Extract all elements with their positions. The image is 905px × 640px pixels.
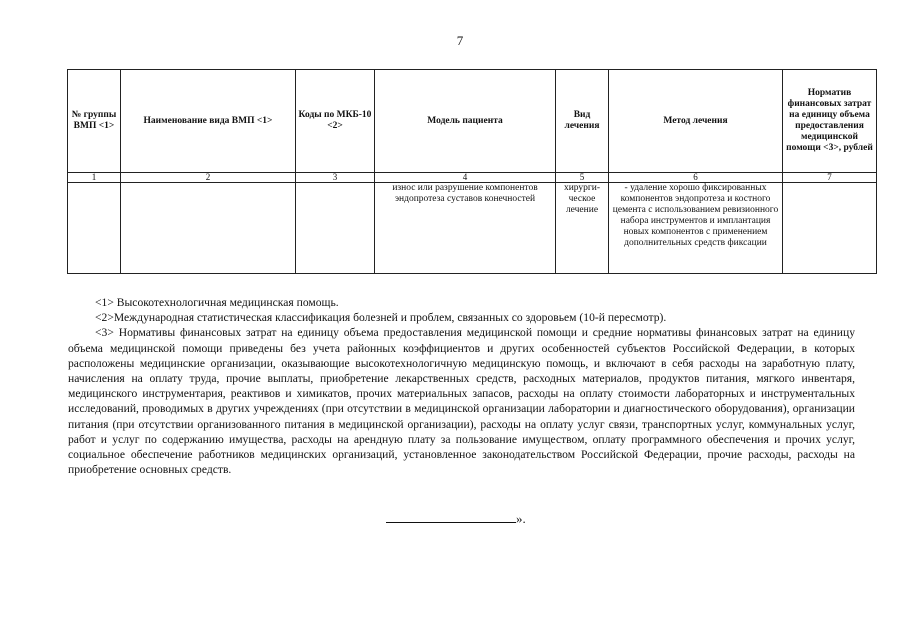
cell-vmp-name: [121, 183, 296, 274]
table-row: [68, 183, 877, 274]
header-group-number: № группы ВМП <1>: [68, 70, 121, 173]
header-vmp-name: Наименование вида ВМП <1>: [121, 70, 296, 173]
header-cost-norm: Норматив финансовых затрат на единицу объема предоставления медицинской помощи <3>, рублей: [783, 70, 877, 173]
column-number: 5: [556, 173, 609, 183]
column-number: 7: [783, 173, 877, 183]
column-number: 2: [121, 173, 296, 183]
column-number: 1: [68, 173, 121, 183]
column-number: 6: [609, 173, 783, 183]
cell-group: [68, 183, 121, 274]
closing-line: [386, 511, 526, 527]
column-number-row: [68, 173, 877, 183]
cell-treatment-type: хирурги-ческое лечение: [556, 183, 609, 274]
header-treatment-method: Метод лечения: [609, 70, 783, 173]
cell-cost-norm: [783, 183, 877, 274]
vmp-table: [67, 69, 877, 274]
column-number: 3: [296, 173, 375, 183]
column-number: 4: [375, 173, 556, 183]
table-header-row: [68, 70, 877, 173]
footnotes: [68, 295, 855, 477]
cell-treatment-method: - удаление хорошо фиксированных компонентов эндопротеза и костного цемента с использованием ревизионного набора инструментов и имплантация новых компонентов с применением дополнительных средств фиксации: [609, 183, 783, 274]
header-treatment-type: Вид лечения: [556, 70, 609, 173]
closing-quote: ».: [516, 511, 526, 526]
footnote-2: <2>Международная статистическая классификация болезней и проблем, связанных со здоровьем (10-й пересмотр).: [95, 311, 667, 325]
blank-line: [386, 512, 516, 523]
header-icd-codes: Коды по МКБ-10 <2>: [296, 70, 375, 173]
header-patient-model: Модель пациента: [375, 70, 556, 173]
page-number: 7: [456, 33, 464, 48]
footnote-3: <3> Нормативы финансовых затрат на единицу объема предоставления медицинской помощи и средние нормативы финансовых затрат на единицу объема медицинской помощи приведены без учета районных коэффициентов и других особенностей субъектов Российской Федерации, в которых расположены медицинские организации, оказывающие высокотехнологичную медицинскую помощь, и включают в себя расходы на заработную плату, начисления на оплату труда, прочие выплаты, приобретение лекарственных средств, расходных материалов, продуктов питания, мягкого инвентаря, медицинского инструментария, реактивов и химикатов, прочих материальных запасов, расходы на оплату стоимости лабораторных и инструментальных исследований, проводимых в других учреждениях (при отсутствии в медицинской организации лаборатории и диагностического оборудования), организации питания (при отсутствии организованного питания в медицинской организации), расходы на оплату услуг связи, транспортных услуг, коммунальных услуг, работ и услуг по содержанию имущества, расходы на арендную плату за пользование имуществом, оплату программного обеспечения и прочих услуг, социальное обеспечение работников медицинских организаций, установленное законодательством Российской Федерации, прочие расходы, расходы на приобретение основных средств.: [68, 326, 855, 477]
cell-patient-model: износ или разрушение компонентов эндопротеза суставов конечностей: [375, 183, 556, 274]
cell-icd-codes: [296, 183, 375, 274]
footnote-1: <1> Высокотехнологичная медицинская помощь.: [95, 296, 339, 309]
